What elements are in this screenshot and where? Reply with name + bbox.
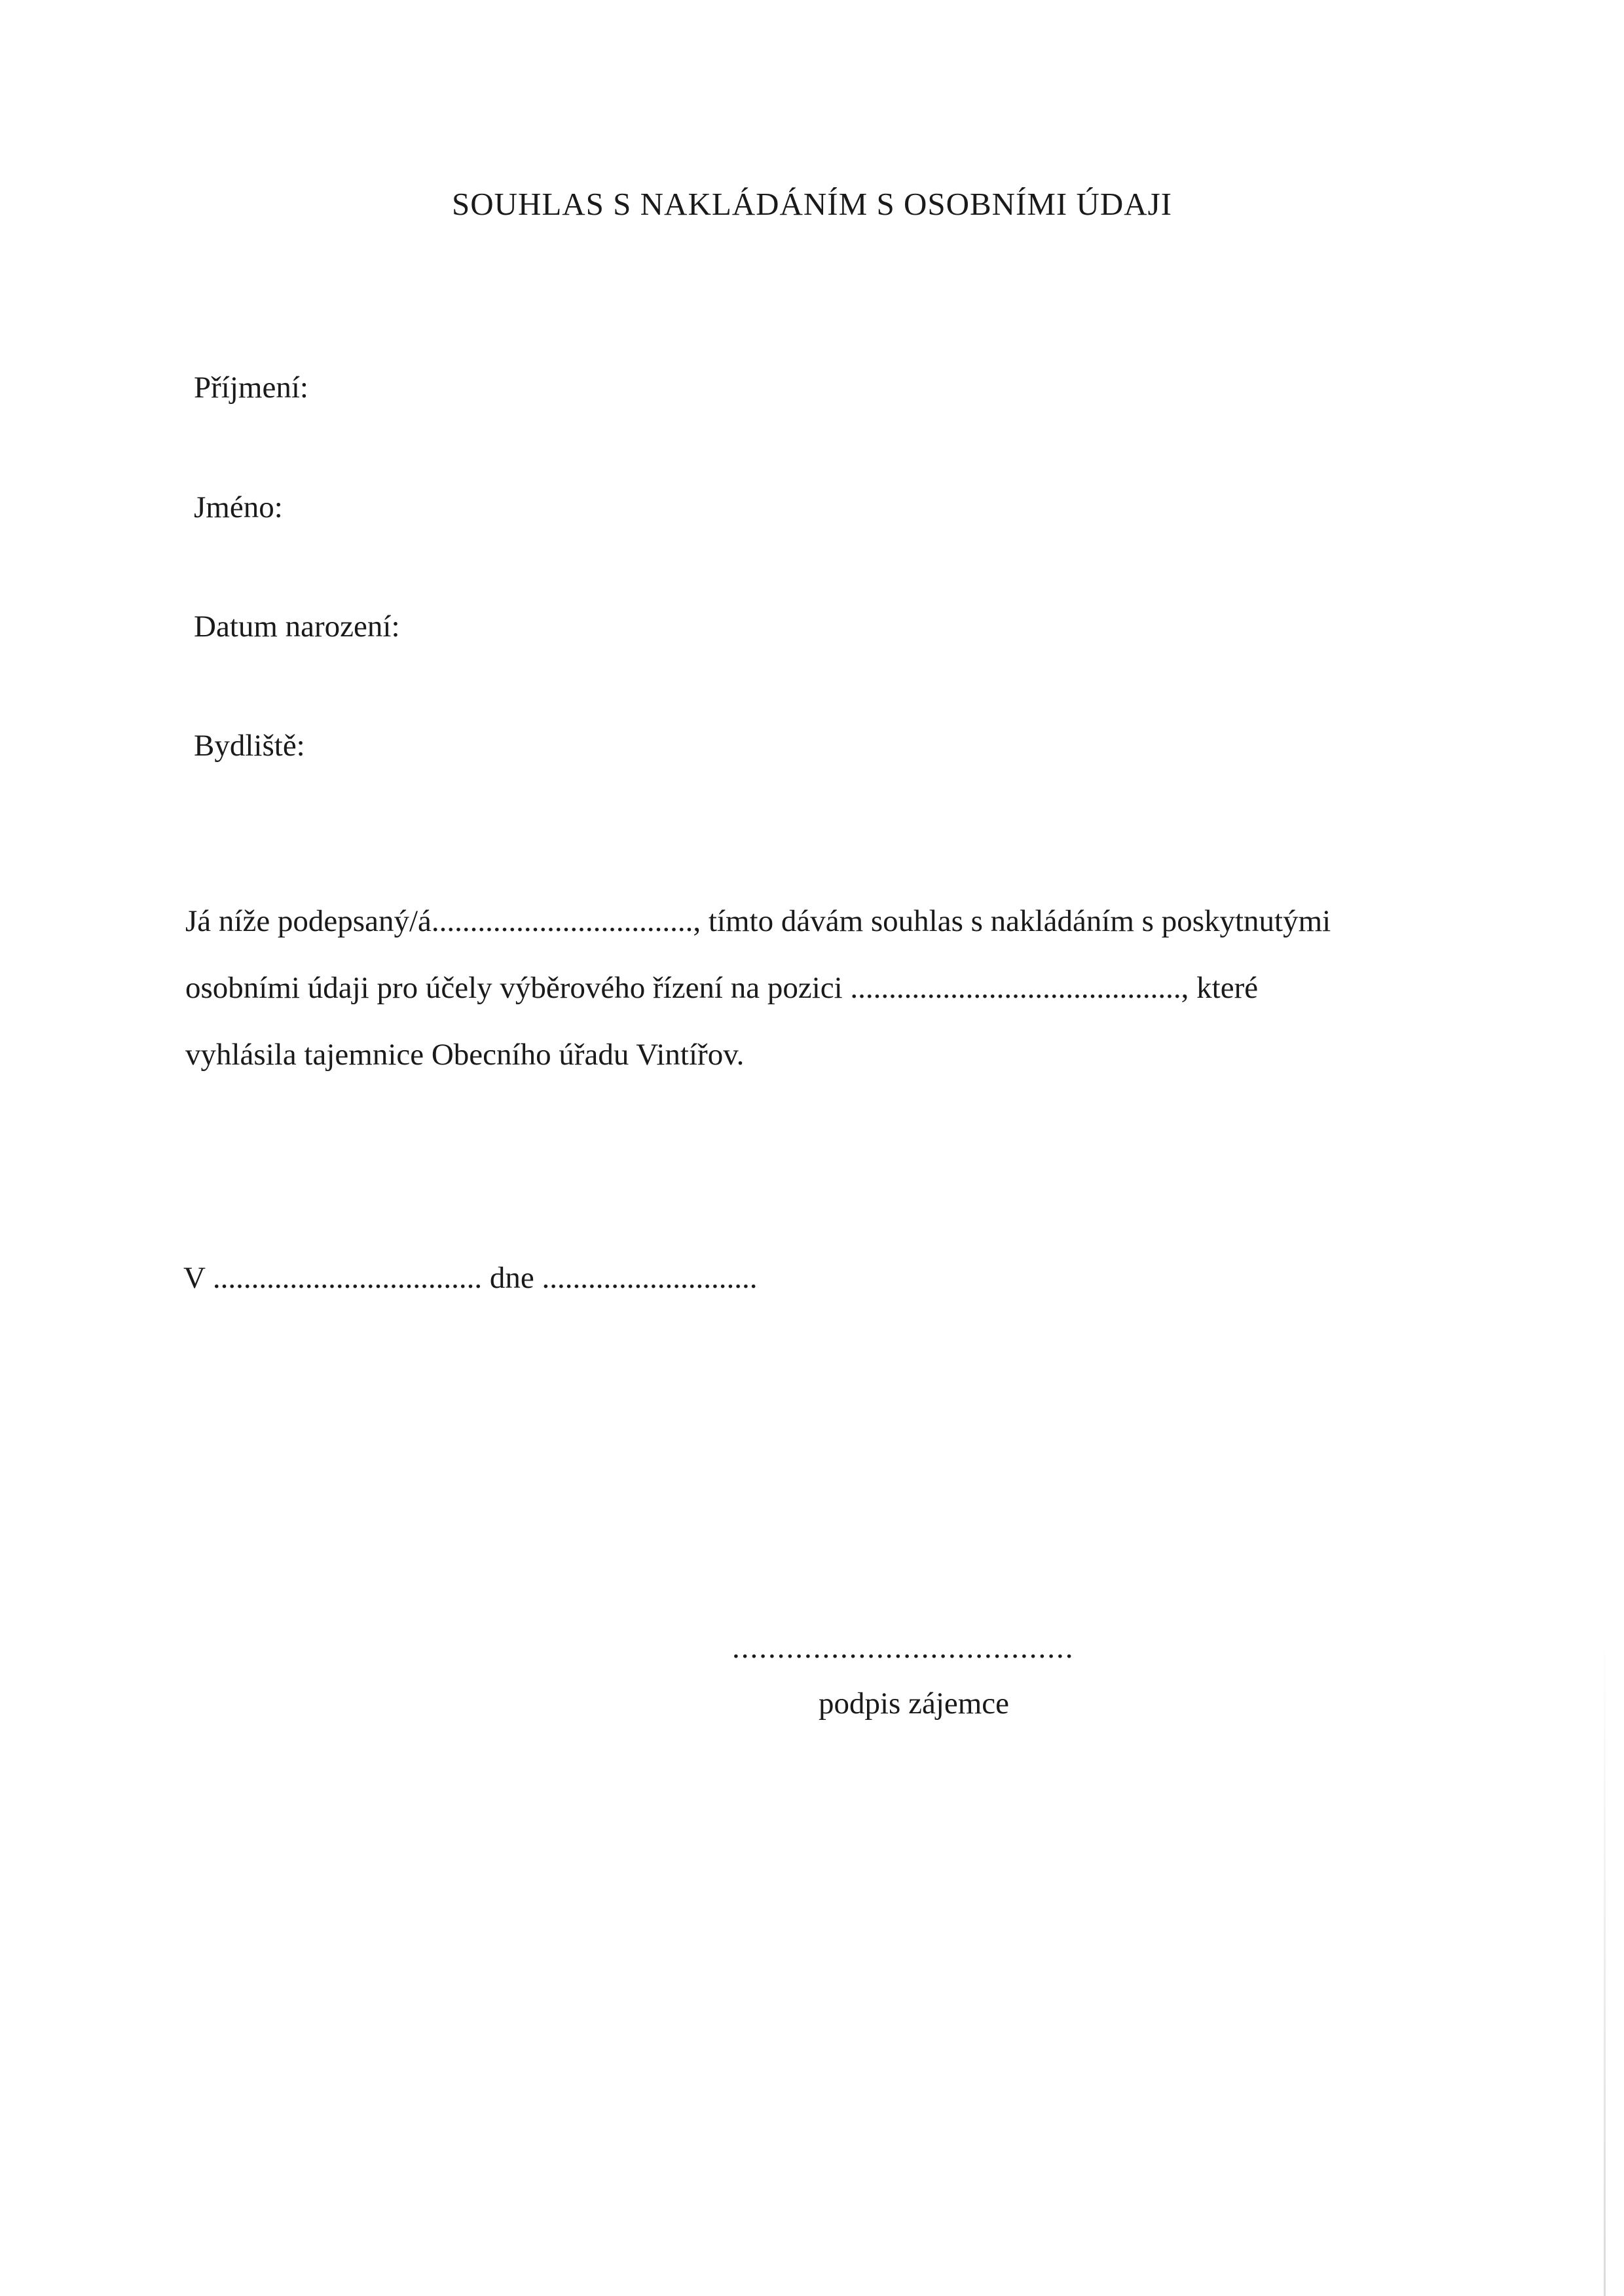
field-label-first-name: Jméno: [194,490,283,524]
consent-line-1: Já níže podepsaný/á.................................., tímto dávám souhlas s nakládáním s poskytnutými [185,904,1331,938]
signature-label: podpis zájemce [819,1686,1010,1721]
place-and-date-line: V ................................... dne ............................ [183,1261,758,1295]
field-label-residence: Bydliště: [194,729,305,763]
field-label-birth-date: Datum narození: [194,610,400,644]
document-title: SOUHLAS S NAKLÁDÁNÍM S OSOBNÍMI ÚDAJI [451,186,1173,222]
signature-line: ...................................... [732,1631,1075,1665]
field-label-surname: Příjmení: [194,371,308,405]
consent-line-2: osobními údaji pro účely výběrového řízení na pozici ..........................................., které [185,971,1259,1005]
scan-edge-shadow [1604,1624,1606,2296]
consent-line-3: vyhlásila tajemnice Obecního úřadu Vintířov. [185,1038,745,1072]
